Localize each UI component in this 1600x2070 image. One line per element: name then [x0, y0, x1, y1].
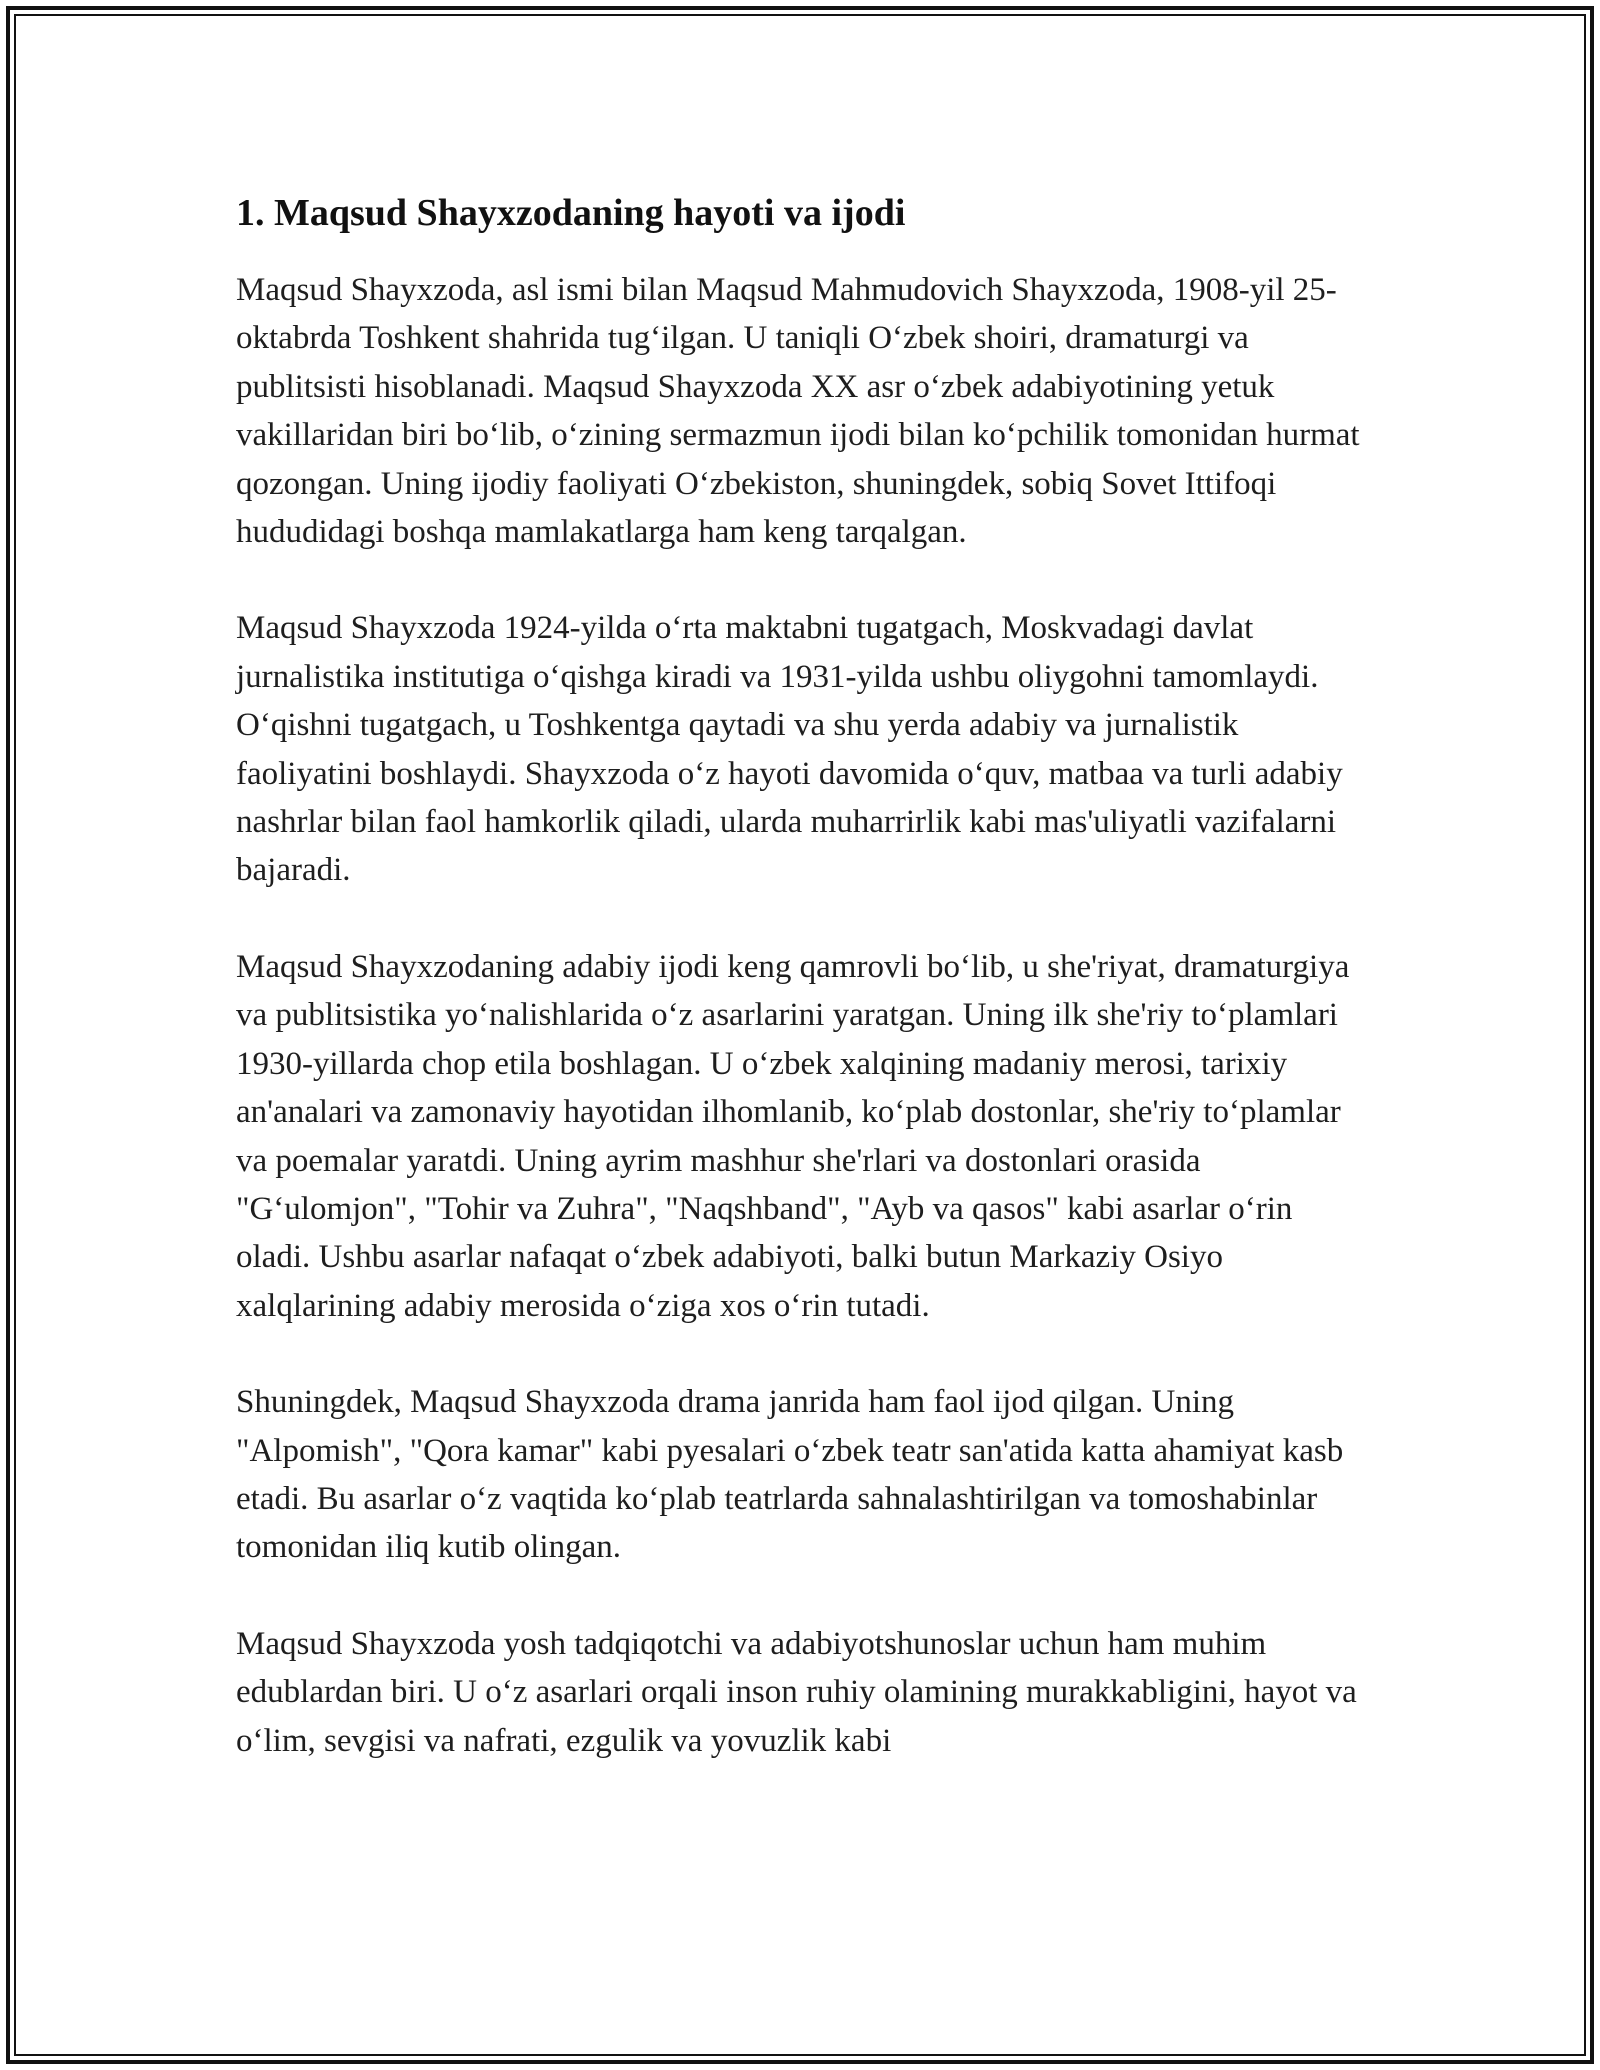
paragraph-drama: Shuningdek, Maqsud Shayxzoda drama janrida ham faol ijod qilgan. Uning "Alpomish", "Qora kamar" kabi pyesalari o‘zbek teatr san'atida katta ahamiyat kasb etadi. Bu asarlar o‘z vaqtida ko‘plab teatrlarda sahnalashtirilgan va tomoshabinlar tomonidan iliq kutib olingan.	[236, 1384, 1344, 1566]
paragraph-legacy: Maqsud Shayxzoda yosh tadqiqotchi va adabiyotshunoslar uchun ham muhim edublardan biri. U o‘z asarlari orqali inson ruhiy olamining murakkabligini, hayot va o‘lim, sevgisi va nafrati, ezgulik va yovuzlik kabi	[236, 1625, 1357, 1759]
document-body	[236, 186, 1372, 1813]
paragraph-literary-work: Maqsud Shayxzodaning adabiy ijodi keng qamrovli bo‘lib, u she'riyat, dramaturgiya va publitsistika yo‘nalishlarida o‘z asarlarini yaratgan. Uning ilk she'riy to‘plamlari 1930-yillarda chop etila boshlagan. U o‘zbek xalqining madaniy merosi, tarixiy an'analari va zamonaviy hayotidan ilhomlanib, ko‘plab dostonlar, she'riy to‘plamlar va poemalar yaratdi. Uning ayrim mashhur she'rlari va dostonlari orasida "G‘ulomjon", "Tohir va Zuhra", "Naqshband", "Ayb va qasos" kabi asarlar o‘rin oladi. Ushbu asarlar nafaqat o‘zbek adabiyoti, balki butun Markaziy Osiyo xalqlarining adabiy merosida o‘ziga xos o‘rin tutadi.	[236, 948, 1350, 1324]
paragraph-biography-intro: Maqsud Shayxzoda, asl ismi bilan Maqsud Mahmudovich Shayxzoda, 1908-yil 25-oktabrda Toshkent shahrida tug‘ilgan. U taniqli O‘zbek shoiri, dramaturgi va publitsisti hisoblanadi. Maqsud Shayxzoda XX asr o‘zbek adabiyotining yetuk vakillaridan biri bo‘lib, o‘zining sermazmun ijodi bilan ko‘pchilik tomonidan hurmat qozongan. Uning ijodiy faoliyati O‘zbekiston, shuningdek, sobiq Sovet Ittifoqi hududidagi boshqa mamlakatlarga ham keng tarqalgan.	[236, 272, 1360, 551]
paragraph-education: Maqsud Shayxzoda 1924-yilda o‘rta maktabni tugatgach, Moskvadagi davlat jurnalistika institutiga o‘qishga kiradi va 1931-yilda ushbu oliygohni tamomlaydi. O‘qishni tugatgach, u Toshkentga qaytadi va shu yerda adabiy va jurnalistik faoliyatini boshlaydi. Shayxzoda o‘z hayoti davomida o‘quv, matbaa va turli adabiy nashrlar bilan faol hamkorlik qiladi, ularda muharrirlik kabi mas'uliyatli vazifalarni bajaradi.	[236, 610, 1343, 889]
section-heading: 1. Maqsud Shayxzodaning hayoti va ijodi	[236, 192, 906, 234]
